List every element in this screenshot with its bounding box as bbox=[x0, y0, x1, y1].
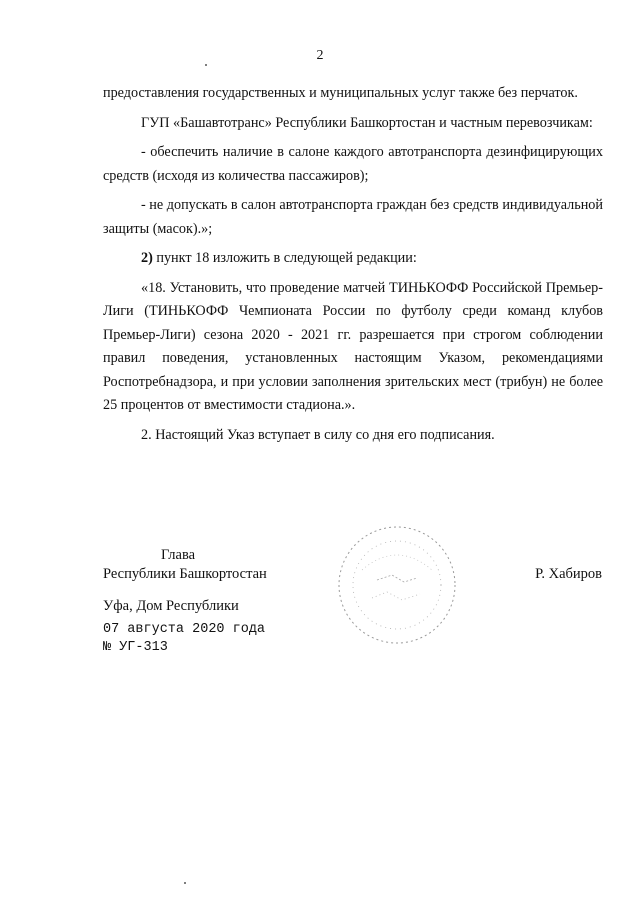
decree-number: № УГ-313 bbox=[103, 640, 168, 655]
page-number: 2 bbox=[316, 48, 324, 63]
paragraph-disinfectants: - обеспечить наличие в салоне каждого автотранспорта дезинфицирующих средств (исходя из количества пассажиров); bbox=[103, 144, 603, 184]
paragraph-item-18-text: «18. Установить, что проведение матчей ТИНЬКОФФ Российской Премьер-Лиги (ТИНЬКОФФ Чемпионата России по футболу среди команд клубов Премьер-Лиги) сезона 2020 - 2021 гг. разрешается при строгом соблюдении правил поведения, установленных настоящим Указом, рекомендациями Роспотребнадзора, и при условии заполнения зрительских мест (трибун) не более 25 процентов от вместимости стадиона.». bbox=[103, 279, 603, 413]
paragraph-item-18-intro bbox=[103, 247, 603, 271]
item-number: 2) bbox=[141, 250, 153, 266]
signatory-title-line2: Республики Башкортостан bbox=[103, 566, 267, 582]
paragraph-bashavtotrans: ГУП «Башавтотранс» Республики Башкортостан и частным перевозчикам: bbox=[141, 114, 593, 131]
paragraph-masks: - не допускать в салон автотранспорта граждан без средств индивидуальной защиты (масок).»; bbox=[103, 197, 603, 237]
signatory-title-line1: Глава bbox=[161, 547, 196, 563]
paragraph-continuation: предоставления государственных и муниципальных услуг также без перчаток. bbox=[103, 85, 578, 101]
scan-speck bbox=[205, 64, 207, 66]
official-stamp bbox=[332, 520, 462, 650]
signatory-title bbox=[103, 546, 303, 584]
paragraph-entry-into-force: 2. Настоящий Указ вступает в силу со дня его подписания. bbox=[141, 426, 495, 443]
place-of-signing: Уфа, Дом Республики bbox=[103, 598, 239, 614]
decree-body bbox=[103, 82, 603, 453]
scan-speck bbox=[184, 882, 186, 884]
signatory-name: Р. Хабиров bbox=[535, 566, 602, 582]
decree-date: 07 августа 2020 года bbox=[103, 622, 266, 637]
item-18-intro-text: пункт 18 изложить в следующей редакции: bbox=[156, 250, 417, 266]
